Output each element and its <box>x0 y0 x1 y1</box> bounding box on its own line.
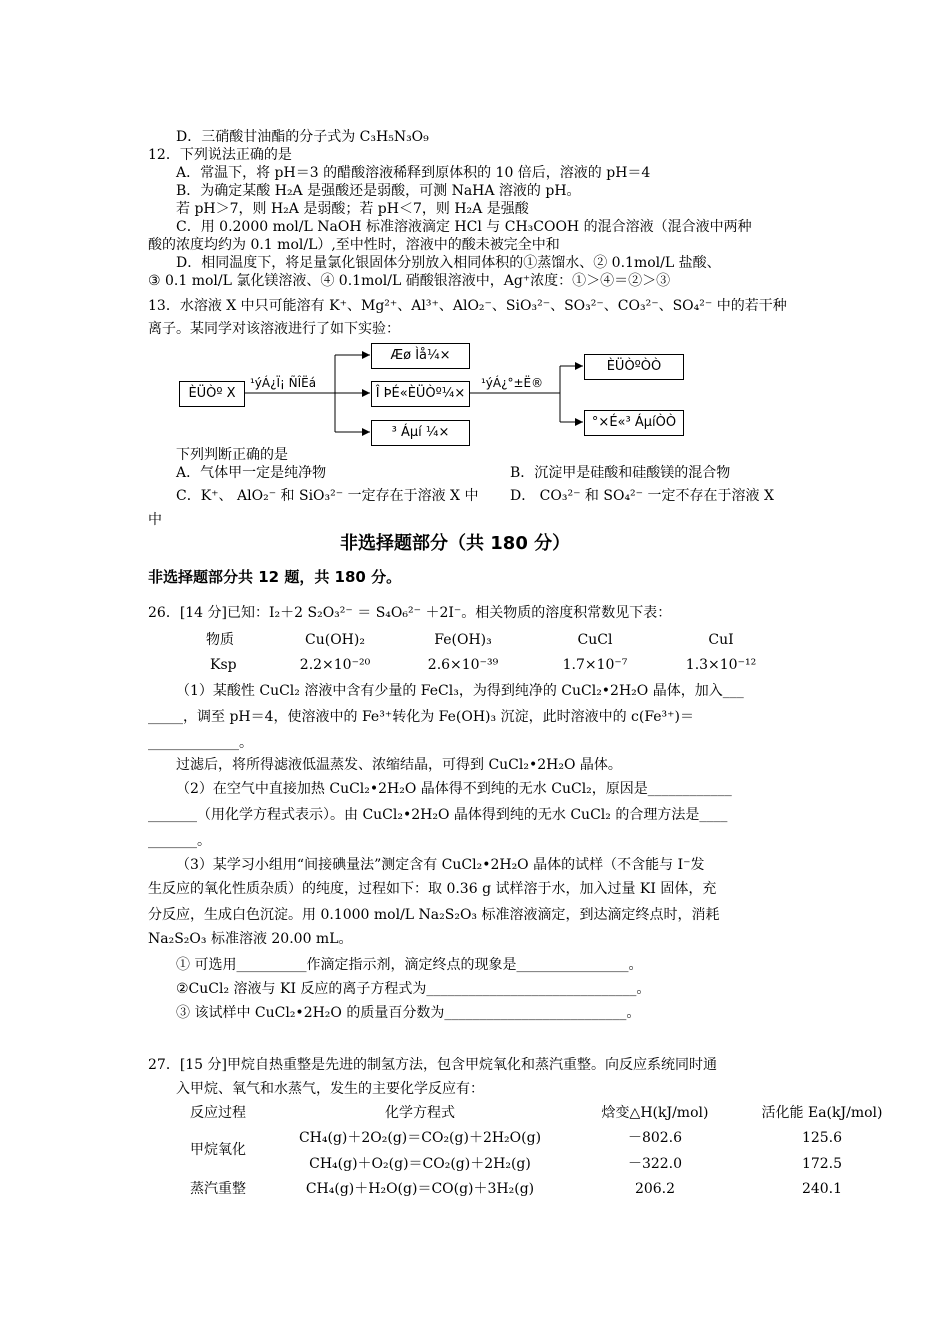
q26-part2: （2）在空气中直接加热 CuCl₂•2H₂O 晶体得不到纯的无水 CuCl₂，原因是____________ <box>176 781 732 797</box>
precipitate-a-box: ³ Áµí ¼× <box>371 420 470 446</box>
reaction-row-3-equation: CH₄(g)＋H₂O(g)＝CO(g)＋3H₂(g) <box>305 1181 535 1197</box>
q13-option-a: A．气体甲一定是纯净物 <box>176 465 327 481</box>
ksp-header-feoh3: Fe(OH)₃ <box>434 632 492 648</box>
reaction-row-3-activation: 240.1 <box>801 1181 843 1197</box>
reaction-row-1-enthalpy: －802.6 <box>627 1130 683 1146</box>
reaction-group-steam: 蒸汽重整 <box>190 1181 246 1197</box>
q11-option-d: D．三硝酸甘油酯的分子式为 C₃H₅N₃O₉ <box>176 129 429 145</box>
q27-stem-cont: 入甲烷、氧气和水蒸气，发生的主要化学反应有： <box>176 1081 484 1097</box>
q26-part1-blank: _____________。 <box>148 735 253 751</box>
solution-a-box: Î ÞÉ«ÈÜÒº¼× <box>371 381 470 407</box>
reaction-row-2-equation: CH₄(g)＋O₂(g)＝CO₂(g)＋2H₂(g) <box>309 1156 531 1172</box>
q26-part1: （1）某酸性 CuCl₂ 溶液中含有少量的 FeCl₃，为得到纯净的 CuCl₂•2H₂O 晶体，加入___ <box>176 683 744 699</box>
q26-part1-cont: _____，调至 pH＝4，使溶液中的 Fe³⁺转化为 Fe(OH)₃ 沉淀，此时溶液中的 c(Fe³⁺)＝ <box>148 709 695 725</box>
reaction-header-activation: 活化能 Ea(kJ/mol) <box>761 1105 883 1121</box>
section-subtitle: 非选择题部分共 12 题，共 180 分。 <box>148 568 402 586</box>
q12-option-a: A．常温下，将 pH＝3 的醋酸溶液稀释到原体积的 10 倍后，溶液的 pH＝4 <box>176 165 651 181</box>
q13-option-c: C．K⁺、 AlO₂⁻ 和 SiO₃²⁻ 一定存在于溶液 X 中 <box>176 488 479 504</box>
ksp-header-cuoh2: Cu(OH)₂ <box>305 632 365 648</box>
q13-judge: 下列判断正确的是 <box>176 447 288 463</box>
ksp-header-cui: CuI <box>708 632 734 648</box>
reaction-group-oxidation: 甲烷氧化 <box>190 1142 246 1158</box>
q26-part2-cont: _______（用化学方程式表示）。由 CuCl₂•2H₂O 晶体得到纯的无水 CuCl₂ 的合理方法是____ <box>148 807 728 823</box>
excess-ammonia-label: ¹ýÁ¿°±Ë® <box>481 376 544 390</box>
precipitate-b-box: °×É«³ ÁµíÒÒ <box>584 410 684 436</box>
ksp-cucl: 1.7×10⁻⁷ <box>562 657 628 673</box>
q12-stem: 12．下列说法正确的是 <box>148 147 292 163</box>
q13-option-b: B．沉淀甲是硅酸和硅酸镁的混合物 <box>510 465 731 481</box>
reaction-header-equation: 化学方程式 <box>385 1105 455 1121</box>
ksp-header-cucl: CuCl <box>577 632 613 648</box>
section-title: 非选择题部分（共 180 分） <box>340 533 571 554</box>
q27-stem: 27．[15 分]甲烷自热重整是先进的制氢方法，包含甲烷氧化和蒸汽重整。向反应系统同时通 <box>148 1057 718 1073</box>
q12-option-c-cont: 酸的浓度均约为 0.1 mol/L）,至中性时，溶液中的酸未被完全中和 <box>148 237 560 253</box>
q12-option-b: B．为确定某酸 H₂A 是强酸还是弱酸，可测 NaHA 溶液的 pH。 <box>176 183 581 199</box>
q26-sub1: ① 可选用__________作滴定指示剂，滴定终点的现象是________________。 <box>176 957 643 973</box>
experiment-flow-diagram <box>0 0 950 460</box>
ksp-row-label: Ksp <box>210 657 237 673</box>
reaction-row-1-activation: 125.6 <box>801 1130 843 1146</box>
gas-a-box: Æø Ìå¼× <box>371 343 470 369</box>
q12-option-d: D．相同温度下，将足量氯化银固体分别放入相同体积的①蒸馏水、② 0.1mol/L 盐酸、 <box>176 255 721 271</box>
q26-part3-line2: 生反应的氧化性质杂质）的纯度，过程如下：取 0.36 g 试样溶于水，加入过量 KI 固体，充 <box>148 881 717 897</box>
q26-part3-line4: Na₂S₂O₃ 标准溶液 20.00 mL。 <box>148 931 353 947</box>
q26-sub2: ②CuCl₂ 溶液与 KI 反应的离子方程式为______________________________。 <box>176 981 651 997</box>
q26-part2-blank: _______。 <box>148 833 211 849</box>
q26-part1-filter: 过滤后，将所得滤液低温蒸发、浓缩结晶，可得到 CuCl₂•2H₂O 晶体。 <box>176 757 622 773</box>
ksp-cui: 1.3×10⁻¹² <box>685 657 757 673</box>
reaction-header-enthalpy: 焓变△H(kJ/mol) <box>601 1105 709 1121</box>
q12-option-d-cont: ③ 0.1 mol/L 氯化镁溶液、④ 0.1mol/L 硝酸银溶液中，Ag⁺浓度：①＞④＝②＞③ <box>148 273 671 289</box>
reaction-row-2-activation: 172.5 <box>801 1156 843 1172</box>
reaction-row-3-enthalpy: 206.2 <box>634 1181 676 1197</box>
q12-option-c: C．用 0.2000 mol/L NaOH 标准溶液滴定 HCl 与 CH₃COOH 的混合溶液（混合液中两种 <box>176 219 752 235</box>
q13-stem: 13．水溶液 X 中只可能溶有 K⁺、Mg²⁺、Al³⁺、AlO₂⁻、SiO₃²⁻、SO₃²⁻、CO₃²⁻、SO₄²⁻ 中的若干种 <box>148 298 787 314</box>
q26-part3-line3: 分反应，生成白色沉淀。用 0.1000 mol/L Na₂S₂O₃ 标准溶液滴定，到达滴定终点时，消耗 <box>148 907 720 923</box>
reaction-header-process: 反应过程 <box>190 1105 246 1121</box>
q13-option-d: D． CO₃²⁻ 和 SO₄²⁻ 一定不存在于溶液 X <box>510 488 774 504</box>
reaction-row-2-enthalpy: －322.0 <box>627 1156 683 1172</box>
q13-stem-cont: 离子。某同学对该溶液进行了如下实验： <box>148 321 400 337</box>
q12-option-b-cont: 若 pH＞7，则 H₂A 是弱酸；若 pH＜7，则 H₂A 是强酸 <box>176 201 529 217</box>
q26-stem: 26．[14 分]已知：I₂＋2 S₂O₃²⁻ ＝ S₄O₆²⁻ ＋2I⁻。相关物质的溶度积常数见下表： <box>148 605 672 621</box>
solution-x-box: ÈÜÒº X <box>179 381 245 407</box>
excess-hcl-label: ¹ýÁ¿Ï¡ ÑÎËá <box>250 376 317 390</box>
ksp-feoh3: 2.6×10⁻³⁹ <box>427 657 499 673</box>
q26-part3: （3）某学习小组用“间接碘量法”测定含有 CuCl₂•2H₂O 晶体的试样（不含能与 I⁻发 <box>176 857 705 873</box>
solution-b-box: ÈÜÒºÒÒ <box>584 354 684 380</box>
reaction-row-1-equation: CH₄(g)＋2O₂(g)＝CO₂(g)＋2H₂O(g) <box>298 1130 542 1146</box>
ksp-header-substance: 物质 <box>206 632 234 648</box>
ksp-cuoh2: 2.2×10⁻²⁰ <box>299 657 371 673</box>
q13-option-d-cont: 中 <box>148 512 162 528</box>
q26-sub3: ③ 该试样中 CuCl₂•2H₂O 的质量百分数为__________________________。 <box>176 1005 641 1021</box>
